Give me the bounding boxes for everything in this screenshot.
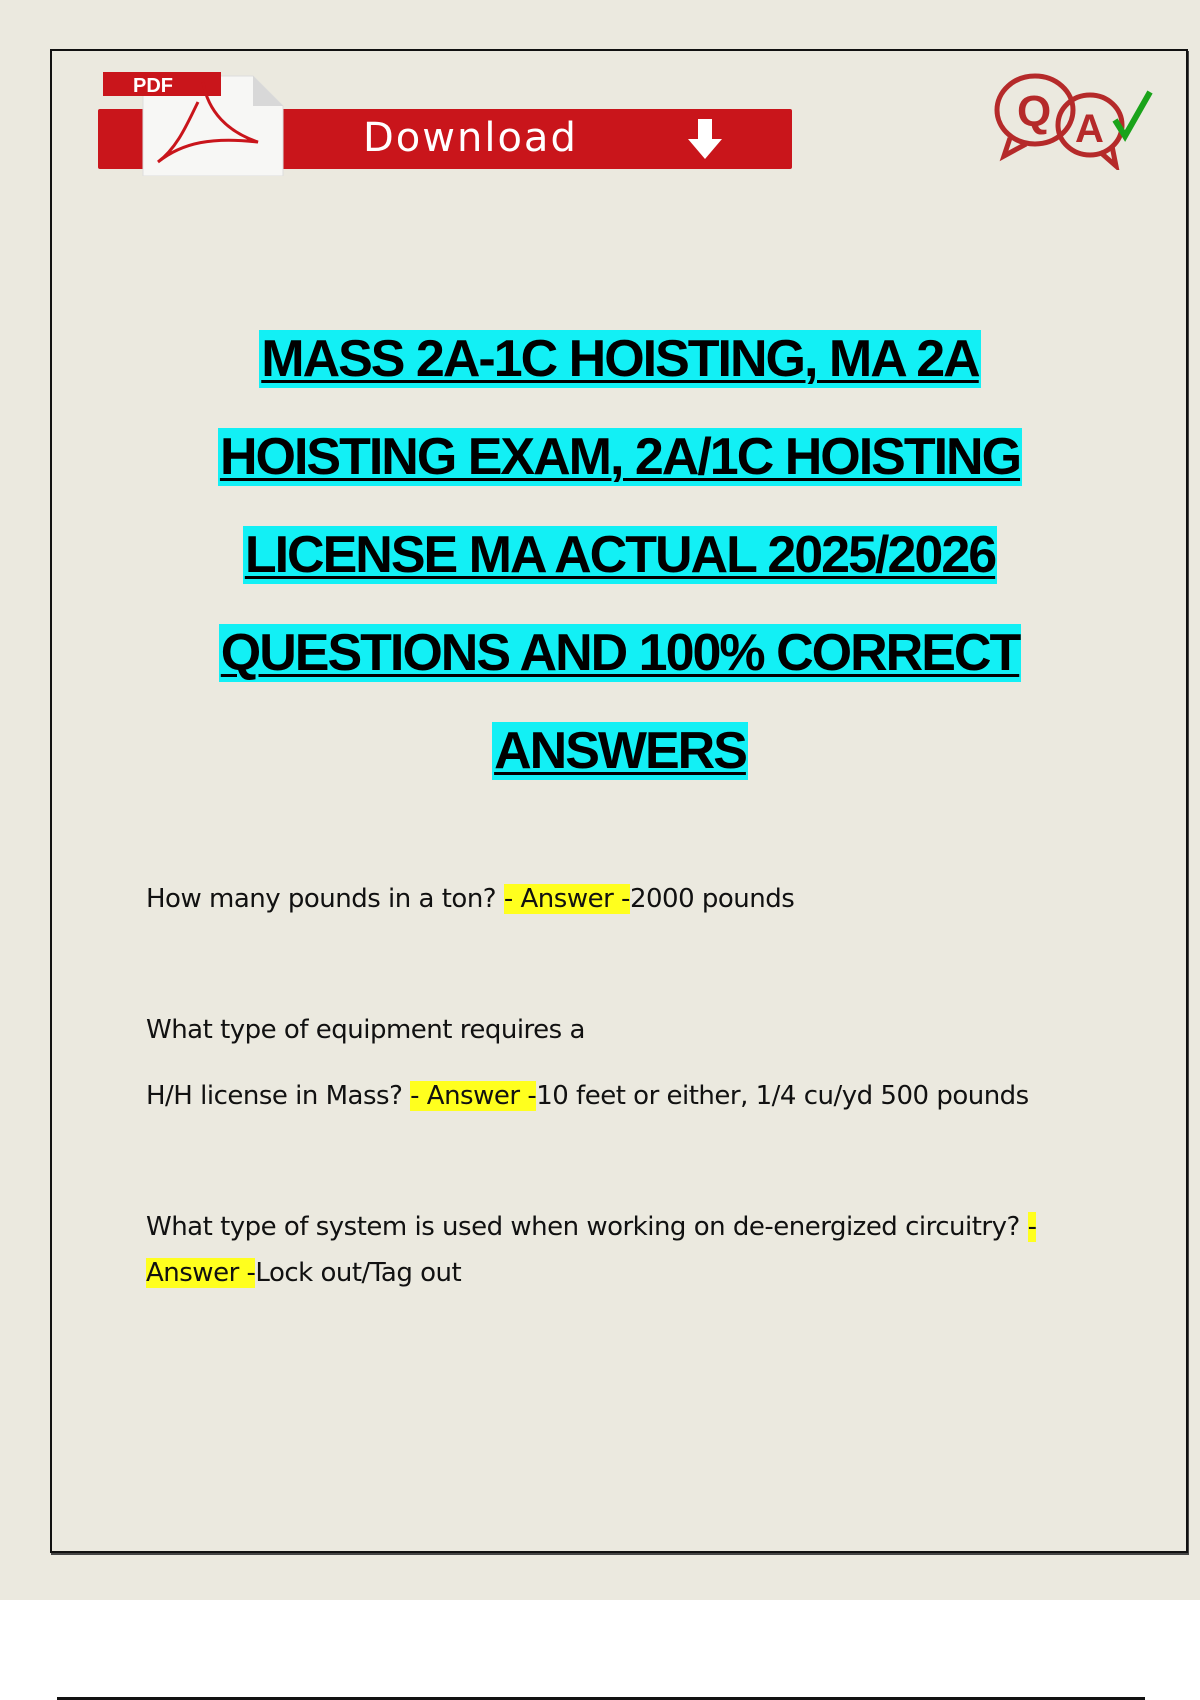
question-text: What type of system is used when working on de-energized circuitry? <box>146 1212 1028 1242</box>
answer-marker: Answer - <box>146 1258 256 1288</box>
answer-marker: - Answer - <box>503 884 630 914</box>
answer-marker: - Answer - <box>410 1081 537 1111</box>
answer-text: Lock out/Tag out <box>255 1258 462 1288</box>
document-frame <box>50 49 1188 1553</box>
answer-text: 10 feet or either, 1/4 cu/yd 500 pounds <box>536 1081 1029 1111</box>
pdf-file-icon <box>103 72 293 176</box>
pdf-badge-label: PDF <box>133 75 173 97</box>
title-line: MASS 2A-1C HOISTING, MA 2A <box>261 330 979 388</box>
title-line: LICENSE MA ACTUAL 2025/2026 <box>244 526 996 584</box>
question-text: H/H license in Mass? <box>146 1081 411 1111</box>
qa-item-continued <box>146 1258 461 1288</box>
title-line: HOISTING EXAM, 2A/1C HOISTING <box>219 428 1021 486</box>
answer-marker: - <box>1027 1212 1037 1242</box>
qa-item <box>146 1015 585 1045</box>
title-line: QUESTIONS AND 100% CORRECT <box>220 624 1020 682</box>
qa-logo-icon <box>990 70 1160 170</box>
document-title <box>60 310 1180 800</box>
qa-item <box>146 1212 1036 1242</box>
svg-text:Q: Q <box>1017 87 1052 136</box>
download-label: Download <box>363 115 578 161</box>
qa-item-continued <box>146 1081 1029 1111</box>
qa-item <box>146 884 794 914</box>
download-arrow-icon <box>683 117 727 161</box>
svg-text:A: A <box>1075 107 1104 151</box>
answer-text: 2000 pounds <box>629 884 795 914</box>
title-line: ANSWERS <box>494 722 746 780</box>
question-text: What type of equipment requires a <box>146 1015 585 1045</box>
question-text: How many pounds in a ton? <box>146 884 504 914</box>
